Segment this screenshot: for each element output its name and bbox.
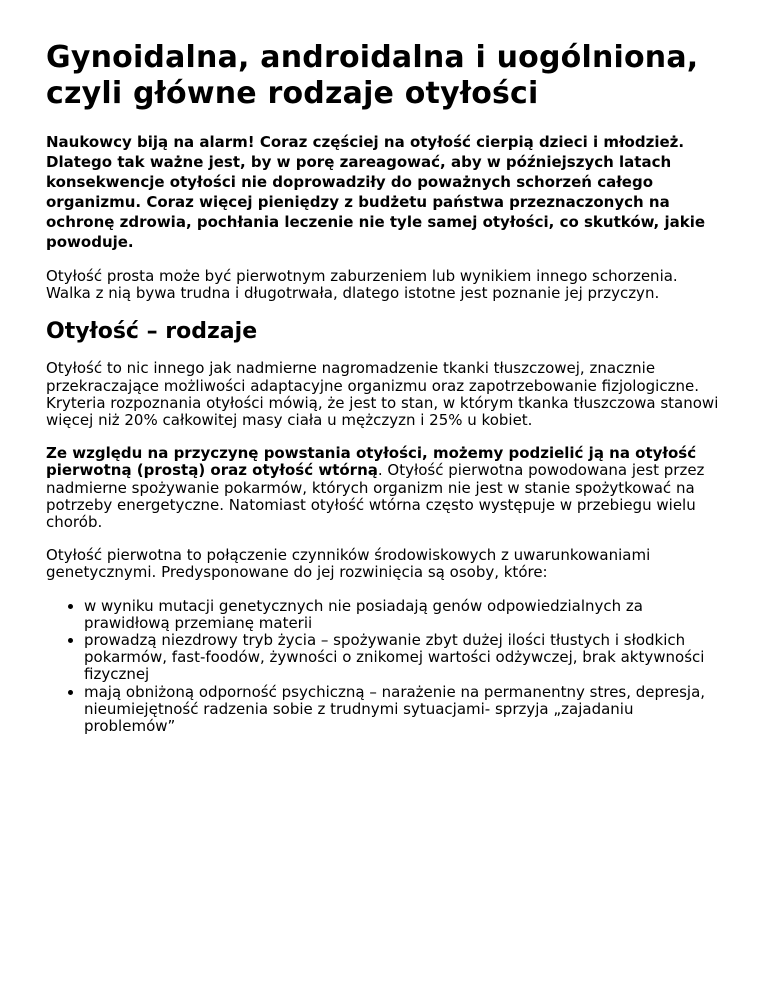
classification-emphasis: Ze względu na przyczynę powstania otyłości, możemy podzielić ją na otyłość pierwotną (prostą) oraz otyłość wtórną (46, 444, 697, 480)
list-item: • mają obniżoną odporność psychiczną – narażenie na permanentny stres, depresja, nieumiejętność radzenia sobie z trudnymi sytuacjami- sprzyja „zajadaniu problemów” (84, 684, 722, 736)
predisposition-paragraph: Otyłość pierwotna to połączenie czynników środowiskowych z uwarunkowaniami genetycznymi. Predysponowane do jej rozwinięcia są osoby, które: (46, 546, 651, 582)
classification-paragraph (46, 445, 722, 531)
predisposition-list (46, 598, 722, 736)
intro-paragraph: Otyłość prosta może być pierwotnym zaburzeniem lub wynikiem innego schorzenia. Walka z nią bywa trudna i długotrwała, dlatego istotne jest poznanie jej przyczyn. (46, 267, 678, 303)
section-heading: Otyłość – rodzaje (46, 319, 258, 345)
list-item: • prowadzą niezdrowy tryb życia – spożywanie zbyt dużej ilości tłustych i słodkich pokarmów, fast-foodów, żywności o znikomej wartości odżywczej, brak aktywności fizycznej (84, 632, 722, 684)
article-lead: Naukowcy biją na alarm! Coraz częściej na otyłość cierpią dzieci i młodzież. Dlatego tak ważne jest, by w porę zareagować, aby w późniejszych latach konsekwencje otyłości nie doprowadziły do poważnych schorzeń całego organizmu. Coraz więcej pieniędzy z budżetu państwa przeznaczonych na ochronę zdrowia, pochłania leczenie nie tyle samej otyłości, co skutków, jakie powoduje. (46, 133, 706, 251)
classification-text: . Otyłość pierwotna powodowana jest przez nadmierne spożywanie pokarmów, których organizm nie jest w stanie spożytkować na potrzeby energetyczne. Natomiast otyłość wtórna często występuje w przebiegu wielu chorób. (46, 461, 705, 532)
article-title: Gynoidalna, androidalna i uogólniona, czyli główne rodzaje otyłości (46, 40, 699, 111)
list-item: • w wyniku mutacji genetycznych nie posiadają genów odpowiedzialnych za prawidłową przemianę materii (84, 598, 722, 632)
definition-paragraph: Otyłość to nic innego jak nadmierne nagromadzenie tkanki tłuszczowej, znacznie przekraczające możliwości adaptacyjne organizmu oraz zapotrzebowanie fizjologiczne. Kryteria rozpoznania otyłości mówią, że jest to stan, w którym tkanka tłuszczowa stanowi więcej niż 20% całkowitej masy ciała u mężczyzn i 25% u kobiet. (46, 359, 719, 430)
